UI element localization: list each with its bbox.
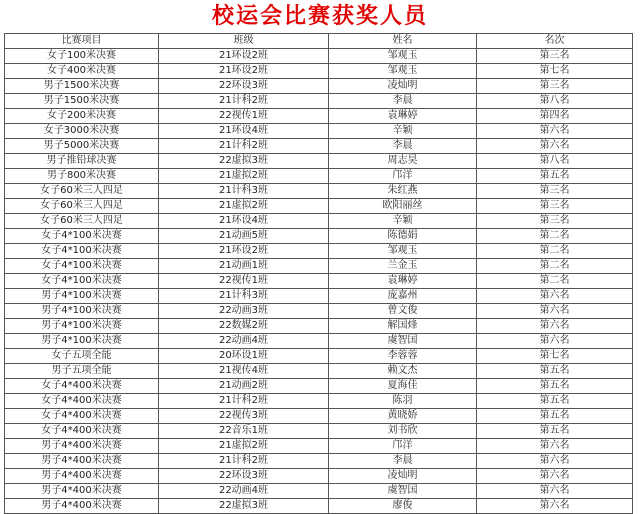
table-row [5,319,633,334]
cell-class: 22动画4班 [159,484,329,499]
cell-rank: 第六名 [477,499,633,514]
table-row [5,349,633,364]
header-name: 姓名 [329,34,477,49]
cell-event: 男子800米决赛 [5,169,159,184]
cell-class: 21环设4班 [159,124,329,139]
cell-rank: 第六名 [477,124,633,139]
cell-class: 21计科3班 [159,184,329,199]
cell-class: 21计科2班 [159,394,329,409]
cell-rank: 第五名 [477,409,633,424]
table-row [5,439,633,454]
cell-class: 20环设1班 [159,349,329,364]
cell-event: 女子4*100米决赛 [5,229,159,244]
table-body [5,49,633,514]
table-row [5,169,633,184]
cell-name: 曾文俊 [329,304,477,319]
cell-name: 辛颖 [329,214,477,229]
cell-name: 黄晓娇 [329,409,477,424]
cell-name: 刘书欣 [329,424,477,439]
cell-event: 女子3000米决赛 [5,124,159,139]
cell-rank: 第五名 [477,364,633,379]
table-row [5,139,633,154]
cell-name: 邹观玉 [329,244,477,259]
cell-class: 22视传3班 [159,409,329,424]
cell-name: 凌灿明 [329,79,477,94]
table-row [5,184,633,199]
cell-event: 女子4*400米决赛 [5,379,159,394]
cell-name: 李蓉蓉 [329,349,477,364]
cell-class: 21计科2班 [159,94,329,109]
cell-name: 李晨 [329,139,477,154]
cell-event: 男子推铅球决赛 [5,154,159,169]
cell-name: 庞嘉州 [329,289,477,304]
cell-class: 21视传4班 [159,364,329,379]
table-row [5,244,633,259]
cell-rank: 第五名 [477,394,633,409]
cell-event: 男子4*100米决赛 [5,304,159,319]
cell-name: 虞智国 [329,334,477,349]
cell-event: 男子4*400米决赛 [5,484,159,499]
cell-event: 男子4*400米决赛 [5,454,159,469]
cell-name: 袁琳婷 [329,274,477,289]
cell-rank: 第三名 [477,214,633,229]
cell-rank: 第六名 [477,484,633,499]
cell-event: 女子60米三人四足 [5,184,159,199]
cell-class: 22动画3班 [159,304,329,319]
cell-name: 欧阳丽丝 [329,199,477,214]
cell-event: 男子1500米决赛 [5,79,159,94]
cell-name: 邹观玉 [329,64,477,79]
table-row [5,49,633,64]
cell-name: 李晨 [329,94,477,109]
cell-rank: 第二名 [477,259,633,274]
cell-class: 22视传1班 [159,274,329,289]
cell-class: 21环设4班 [159,214,329,229]
cell-class: 22动画4班 [159,334,329,349]
cell-rank: 第三名 [477,184,633,199]
cell-event: 女子4*100米决赛 [5,274,159,289]
cell-rank: 第五名 [477,379,633,394]
cell-class: 21计科2班 [159,139,329,154]
table-row [5,379,633,394]
table-row [5,214,633,229]
table-row [5,469,633,484]
cell-name: 李晨 [329,454,477,469]
cell-event: 女子4*100米决赛 [5,259,159,274]
cell-class: 21环设2班 [159,244,329,259]
cell-name: 陈羽 [329,394,477,409]
cell-rank: 第六名 [477,334,633,349]
table-row [5,259,633,274]
cell-event: 女子400米决赛 [5,64,159,79]
table-row [5,79,633,94]
cell-event: 男子4*100米决赛 [5,334,159,349]
cell-event: 女子200米决赛 [5,109,159,124]
cell-class: 22数媒2班 [159,319,329,334]
cell-class: 21环设2班 [159,64,329,79]
sheet-title: 校运会比赛获奖人员 [211,3,428,29]
cell-event: 女子五项全能 [5,349,159,364]
cell-event: 女子60米三人四足 [5,199,159,214]
cell-event: 男子4*400米决赛 [5,469,159,484]
cell-rank: 第六名 [477,289,633,304]
cell-name: 夏海佳 [329,379,477,394]
cell-name: 朱红燕 [329,184,477,199]
cell-class: 22虚拟3班 [159,499,329,514]
cell-name: 邹观玉 [329,49,477,64]
cell-rank: 第六名 [477,304,633,319]
cell-class: 21动画5班 [159,229,329,244]
cell-rank: 第六名 [477,469,633,484]
cell-rank: 第五名 [477,169,633,184]
cell-class: 21计科2班 [159,454,329,469]
table-row [5,64,633,79]
cell-event: 女子4*100米决赛 [5,244,159,259]
cell-class: 22音乐1班 [159,424,329,439]
cell-name: 袁琳婷 [329,109,477,124]
cell-class: 22环设3班 [159,469,329,484]
awards-table [4,33,633,514]
cell-event: 男子五项全能 [5,364,159,379]
cell-rank: 第七名 [477,64,633,79]
cell-rank: 第六名 [477,139,633,154]
cell-rank: 第二名 [477,274,633,289]
header-row [5,34,633,49]
cell-rank: 第六名 [477,439,633,454]
cell-event: 女子4*400米决赛 [5,409,159,424]
cell-rank: 第八名 [477,94,633,109]
table-row [5,409,633,424]
cell-name: 凌灿明 [329,469,477,484]
table-row [5,109,633,124]
cell-class: 21虚拟2班 [159,169,329,184]
table-row [5,364,633,379]
header-rank: 名次 [477,34,633,49]
cell-rank: 第三名 [477,79,633,94]
cell-class: 21虚拟2班 [159,439,329,454]
cell-rank: 第五名 [477,424,633,439]
table-row [5,424,633,439]
cell-rank: 第二名 [477,244,633,259]
cell-name: 兰金玉 [329,259,477,274]
table-row [5,334,633,349]
cell-event: 男子4*400米决赛 [5,499,159,514]
cell-name: 赖文杰 [329,364,477,379]
cell-class: 21虚拟2班 [159,199,329,214]
table-row [5,199,633,214]
cell-rank: 第三名 [477,199,633,214]
cell-event: 男子4*400米决赛 [5,439,159,454]
table-row [5,289,633,304]
cell-class: 21动画1班 [159,259,329,274]
header-class: 班级 [159,34,329,49]
cell-class: 22环设3班 [159,79,329,94]
cell-event: 男子5000米决赛 [5,139,159,154]
table-row [5,454,633,469]
cell-rank: 第六名 [477,454,633,469]
cell-event: 男子1500米决赛 [5,94,159,109]
cell-event: 男子4*100米决赛 [5,319,159,334]
table-row [5,394,633,409]
table-row [5,274,633,289]
cell-event: 男子4*100米决赛 [5,289,159,304]
table-row [5,124,633,139]
cell-rank: 第八名 [477,154,633,169]
cell-rank: 第四名 [477,109,633,124]
table-row [5,484,633,499]
cell-name: 邝洋 [329,169,477,184]
cell-rank: 第二名 [477,229,633,244]
cell-rank: 第七名 [477,349,633,364]
cell-event: 女子60米三人四足 [5,214,159,229]
header-event: 比赛项目 [5,34,159,49]
table-row [5,94,633,109]
cell-rank: 第三名 [477,49,633,64]
cell-event: 女子100米决赛 [5,49,159,64]
cell-class: 21环设2班 [159,49,329,64]
cell-name: 周志昊 [329,154,477,169]
cell-class: 22视传1班 [159,109,329,124]
cell-rank: 第六名 [477,319,633,334]
cell-name: 解国烽 [329,319,477,334]
cell-class: 21动画2班 [159,379,329,394]
cell-class: 21计科3班 [159,289,329,304]
cell-name: 邝洋 [329,439,477,454]
table-row [5,154,633,169]
cell-name: 辛颖 [329,124,477,139]
cell-name: 陈德娟 [329,229,477,244]
cell-name: 虞智国 [329,484,477,499]
table-row [5,304,633,319]
cell-name: 廖俊 [329,499,477,514]
cell-event: 女子4*400米决赛 [5,424,159,439]
table-row [5,499,633,514]
table-row [5,229,633,244]
cell-class: 22虚拟3班 [159,154,329,169]
cell-event: 女子4*400米决赛 [5,394,159,409]
